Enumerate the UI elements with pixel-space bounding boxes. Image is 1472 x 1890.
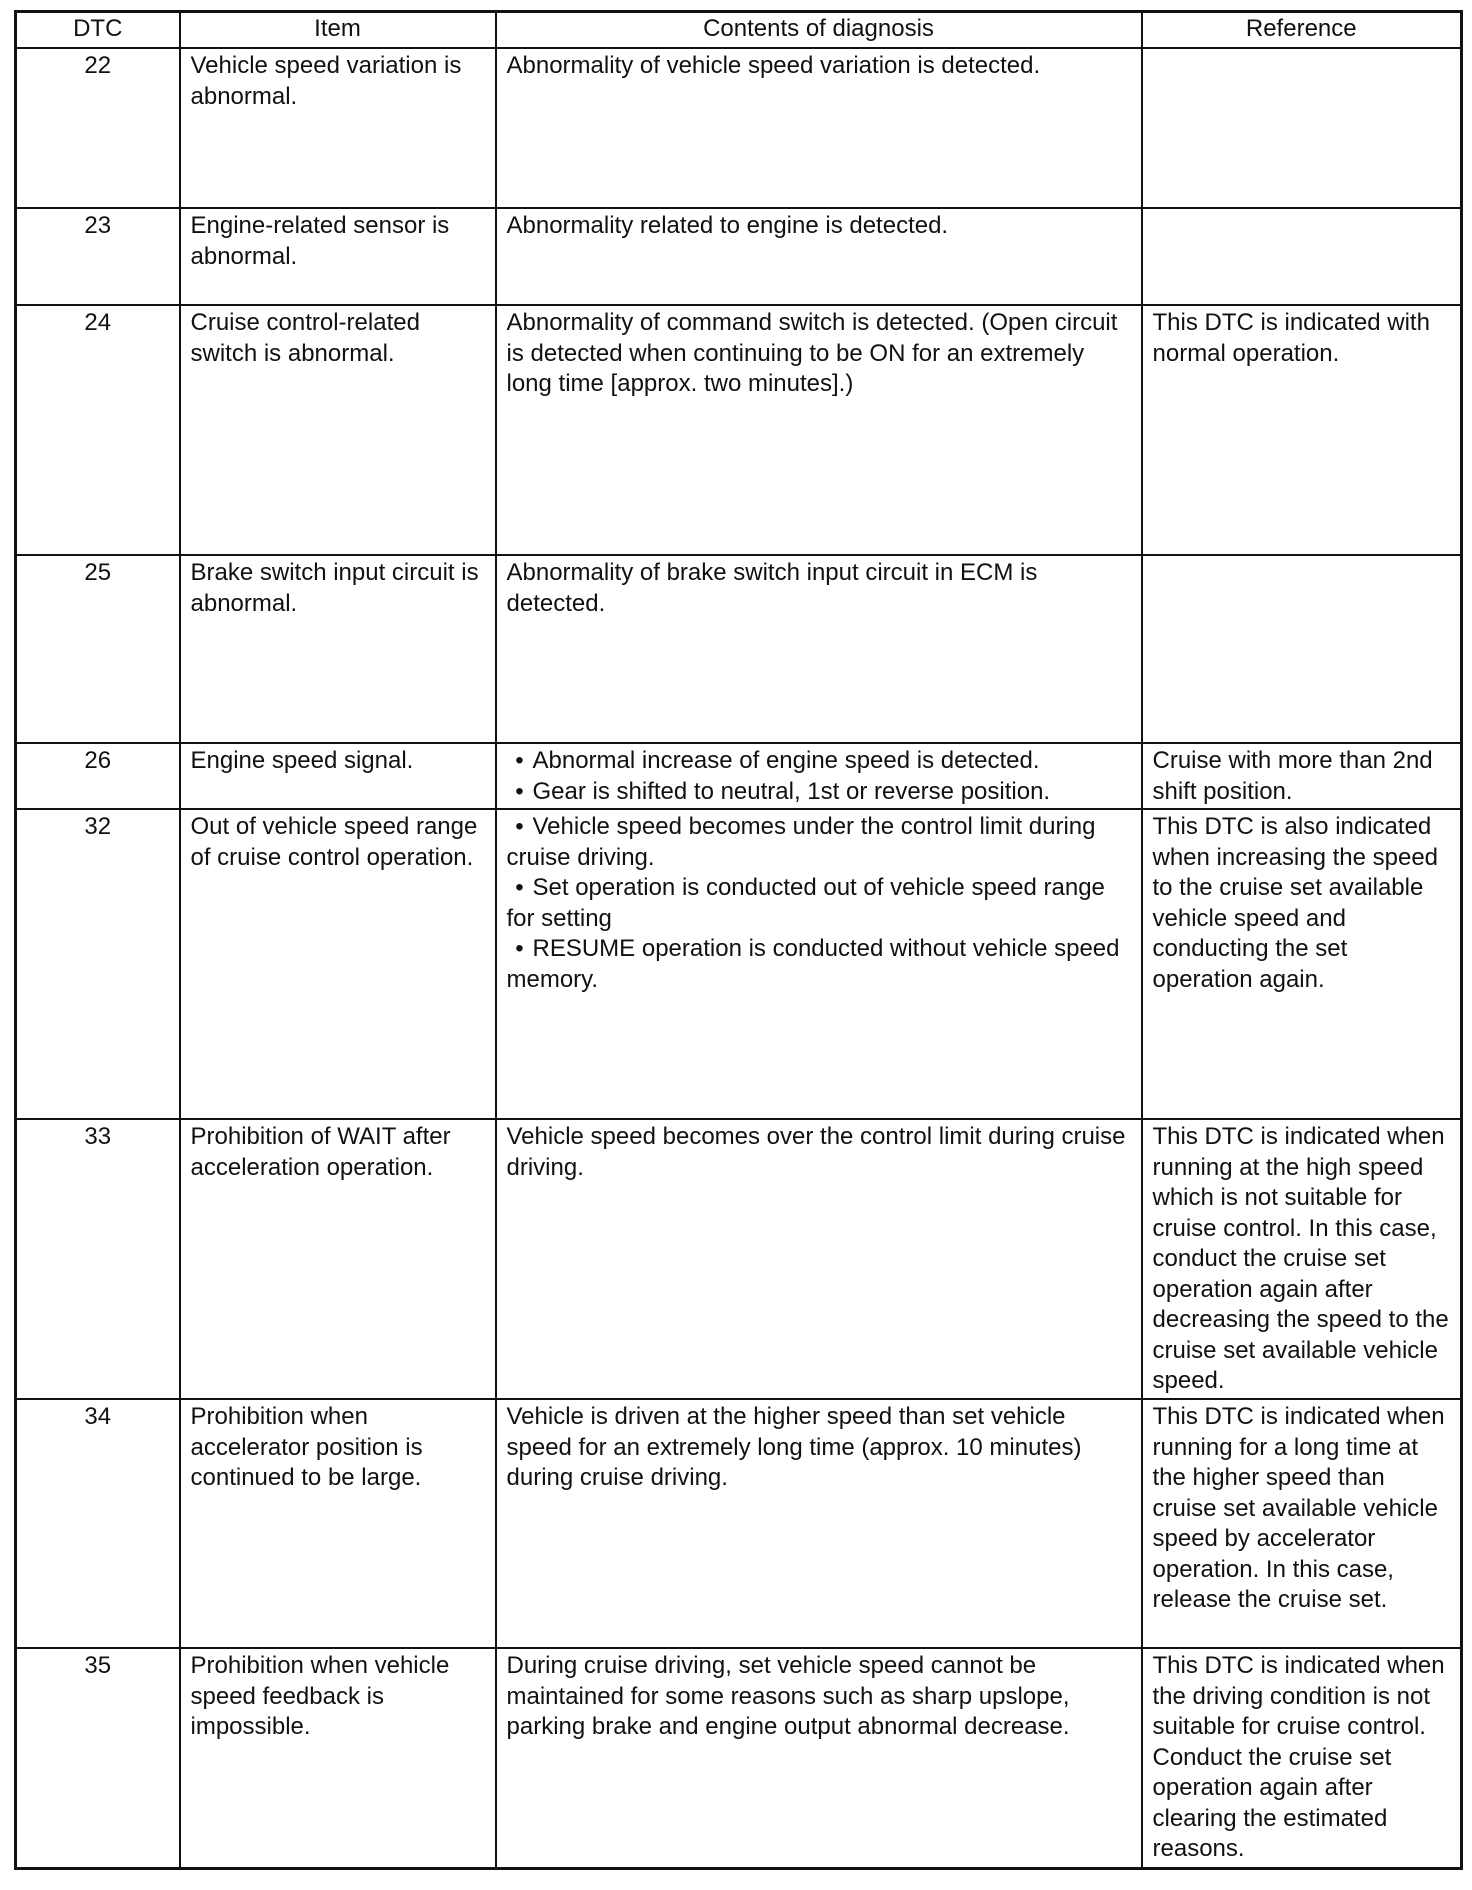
item-cell: Engine speed signal.: [180, 743, 496, 809]
table-row-dtc-22: [16, 48, 1462, 208]
contents-cell: [496, 208, 1142, 305]
header-dtc: DTC: [16, 12, 180, 49]
dtc-code: 22: [16, 48, 180, 208]
header-contents: Contents of diagnosis: [496, 12, 1142, 49]
item-cell: Prohibition when accelerator position is continued to be large.: [180, 1399, 496, 1648]
contents-cell: [496, 305, 1142, 555]
dtc-table: [14, 10, 1463, 1870]
header-reference: Reference: [1142, 12, 1462, 49]
table-row-dtc-24: [16, 305, 1462, 555]
dtc-code: 26: [16, 743, 180, 809]
bullet-text: Vehicle speed becomes under the control limit during cruise driving.: [506, 813, 1096, 871]
bullet-line: [507, 873, 1131, 934]
bullet-dot: •: [515, 813, 524, 840]
dtc-code: 35: [16, 1648, 180, 1869]
contents-cell: [496, 555, 1142, 743]
item-cell: Out of vehicle speed range of cruise control operation.: [180, 809, 496, 1119]
contents-text: Abnormality of brake switch input circuit in ECM is detected.: [506, 559, 1038, 617]
table-row-dtc-32: [16, 809, 1462, 1119]
bullet-text: Gear is shifted to neutral, 1st or reverse position.: [532, 777, 1051, 805]
bullet-dot: •: [515, 747, 524, 774]
bullet-dot: •: [515, 935, 524, 962]
reference-cell: This DTC is also indicated when increasing the speed to the cruise set available vehicle speed and conducting the set operation again.: [1142, 809, 1462, 1119]
bullet-dot: •: [515, 777, 524, 805]
item-cell: Prohibition when vehicle speed feedback is impossible.: [180, 1648, 496, 1869]
bullet-text: Abnormal increase of engine speed is detected.: [532, 747, 1040, 774]
table-row-dtc-35: [16, 1648, 1462, 1869]
bullet-dot: •: [515, 874, 524, 901]
item-cell: Prohibition of WAIT after acceleration operation.: [180, 1119, 496, 1399]
header-item: Item: [180, 12, 496, 49]
reference-cell: This DTC is indicated when running for a long time at the higher speed than cruise set available vehicle speed by accelerator operation. In this case, release the cruise set.: [1142, 1399, 1462, 1648]
item-cell: Brake switch input circuit is abnormal.: [180, 555, 496, 743]
contents-text: Abnormality of command switch is detected. (Open circuit is detected when continuing to be ON for an extremely long time [approx. two minutes].): [506, 309, 1118, 397]
bullet-line: [507, 777, 1131, 808]
contents-cell: [496, 743, 1142, 809]
bullet-line: [507, 812, 1131, 873]
contents-text: During cruise driving, set vehicle speed cannot be maintained for some reasons such as sharp upslope, parking brake and engine output abnormal decrease.: [506, 1652, 1070, 1740]
item-cell: Vehicle speed variation is abnormal.: [180, 48, 496, 208]
reference-cell: This DTC is indicated when the driving condition is not suitable for cruise control. Conduct the cruise set operation again after clearing the estimated reasons.: [1142, 1648, 1462, 1869]
reference-cell: [1142, 555, 1462, 743]
dtc-code: 24: [16, 305, 180, 555]
contents-cell: [496, 1119, 1142, 1399]
dtc-code: 25: [16, 555, 180, 743]
reference-cell: [1142, 48, 1462, 208]
dtc-code: 23: [16, 208, 180, 305]
contents-text: Abnormality related to engine is detected.: [506, 212, 949, 239]
table-row-dtc-25: [16, 555, 1462, 743]
contents-cell: [496, 1399, 1142, 1648]
contents-cell: [496, 809, 1142, 1119]
table-row-dtc-33: [16, 1119, 1462, 1399]
contents-text: Vehicle is driven at the higher speed than set vehicle speed for an extremely long time (approx. 10 minutes) during cruise driving.: [506, 1403, 1082, 1491]
dtc-code: 34: [16, 1399, 180, 1648]
bullet-line: [507, 746, 1131, 777]
contents-cell: [496, 48, 1142, 208]
item-cell: Engine-related sensor is abnormal.: [180, 208, 496, 305]
table-row-dtc-34: [16, 1399, 1462, 1648]
bullet-line: [507, 934, 1131, 995]
dtc-code: 33: [16, 1119, 180, 1399]
bullet-text: Set operation is conducted out of vehicle speed range for setting: [506, 874, 1105, 932]
contents-text: Vehicle speed becomes over the control limit during cruise driving.: [506, 1123, 1126, 1181]
reference-cell: Cruise with more than 2nd shift position.: [1142, 743, 1462, 809]
item-cell: Cruise control-related switch is abnormal.: [180, 305, 496, 555]
table-row-dtc-26: [16, 743, 1462, 809]
reference-cell: This DTC is indicated when running at the high speed which is not suitable for cruise control. In this case, conduct the cruise set operation again after decreasing the speed to the cruise set available vehicle speed.: [1142, 1119, 1462, 1399]
dtc-code: 32: [16, 809, 180, 1119]
contents-text: Abnormality of vehicle speed variation is detected.: [506, 52, 1041, 79]
reference-cell: [1142, 208, 1462, 305]
bullet-text: RESUME operation is conducted without vehicle speed memory.: [506, 935, 1120, 993]
table-row-dtc-23: [16, 208, 1462, 305]
table-header-row: [16, 12, 1462, 49]
contents-cell: [496, 1648, 1142, 1869]
reference-cell: This DTC is indicated with normal operation.: [1142, 305, 1462, 555]
